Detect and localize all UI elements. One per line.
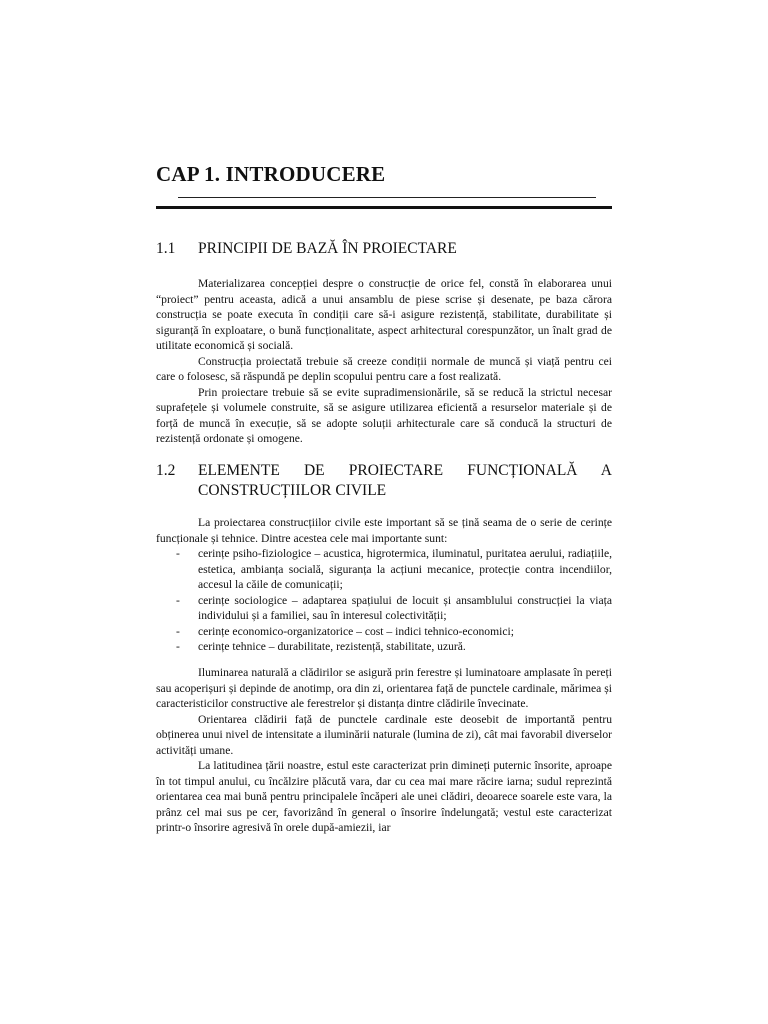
paragraph: Orientarea clădirii față de punctele cardinale este deosebit de importantă pentru obținerea unui nivel de intensitate a iluminării naturale (lumina de zi), cât mai favorabil diverselor activități umane. bbox=[156, 712, 612, 757]
paragraph: Prin proiectare trebuie să se evite supradimensionările, să se reducă la strictul necesar suprafețele și volumele construite, să se asigure utilizarea eficientă a resurselor materiale și de forță de muncă în execuție, să se adopte soluții arhitecturale care să conducă la structuri de rezistență ordonate și omogene. bbox=[156, 385, 612, 445]
paragraph: La proiectarea construcțiilor civile este important să se țină seama de o serie de cerințe funcționale și tehnice. Dintre acestea cele mai importante sunt: bbox=[156, 516, 612, 545]
list-item bbox=[156, 639, 612, 655]
chapter-title: CAP 1. INTRODUCERE bbox=[156, 162, 386, 186]
section-heading-1-2 bbox=[156, 461, 612, 481]
title-rule-thin bbox=[178, 197, 596, 198]
section-title-line-1: ELEMENTE DE PROIECTARE FUNCȚIONALĂ A bbox=[198, 462, 612, 479]
section-1-1-body bbox=[156, 276, 612, 447]
list-dash: - bbox=[176, 593, 180, 607]
list-dash: - bbox=[176, 640, 180, 653]
section-number: 1.2 bbox=[156, 462, 176, 479]
title-rule-thick bbox=[156, 206, 612, 209]
list-item bbox=[156, 546, 612, 593]
list-dash: - bbox=[176, 547, 180, 560]
paragraph: Materializarea concepției despre o construcție de orice fel, constă în elaborarea unui “proiect” pentru aceasta, adică a unui ansamblu de piese scrise și desenate, pe baza cărora construcția se poate executa în condiții care să-i asigure rezistență, stabilitate, durabilitate și siguranță în exploatare, o bună funcționalitate, aspect arhitectural corespunzător, un înalt grad de utilitate economică și socială. bbox=[156, 277, 612, 352]
list-item-text: cerințe tehnice – durabilitate, rezistență, stabilitate, uzură. bbox=[198, 640, 466, 653]
section-heading-1-1 bbox=[156, 239, 612, 259]
list-item-text: cerințe sociologice – adaptarea spațiului de locuit și ansamblului construcției la viața individului și a familiei, sau în interesul colectivității; bbox=[198, 593, 612, 622]
section-1-2-requirements bbox=[156, 515, 612, 655]
requirements-list bbox=[156, 546, 612, 655]
section-title-line-2: CONSTRUCȚIILOR CIVILE bbox=[198, 482, 387, 499]
list-item-text: cerințe psiho-fiziologice – acustica, higrotermica, iluminatul, puritatea aerului, radiațiile, estetica, ambianța socială, siguranța la acțiuni mecanice, protecție contra incendiilor, accesul la căile de comunicații; bbox=[198, 547, 612, 591]
paragraph: La latitudinea țării noastre, estul este caracterizat prin dimineți puternic însorite, aproape în tot timpul anului, cu încălzire plăcută vara, dar cu cea mai mare răcire iarna; sudul reprezintă orientarea cea mai bună pentru principalele încăperi ale unei clădiri, deoarece soarele este vara, la prânz cel mai sus pe cer, favorizând în general o însorire îndelungată; vestul este caracterizat printr-o însorire agresivă în orele după-amiezii, iar bbox=[156, 759, 612, 834]
list-item bbox=[156, 624, 612, 640]
list-dash: - bbox=[176, 624, 180, 638]
list-item bbox=[156, 593, 612, 624]
list-item-text: cerințe economico-organizatorice – cost – indici tehnico-economici; bbox=[198, 624, 514, 638]
section-1-2-body bbox=[156, 665, 612, 836]
section-title: PRINCIPII DE BAZĂ ÎN PROIECTARE bbox=[198, 240, 457, 257]
paragraph: Iluminarea naturală a clădirilor se asigură prin ferestre și luminatoare amplasate în pereți sau acoperișuri și depinde de anotimp, ora din zi, orientarea față de punctele cardinale, mărimea și caracteristicilor constructive ale ferestrelor și distanța dintre clădirile învecinate. bbox=[156, 666, 612, 710]
section-number: 1.1 bbox=[156, 240, 176, 257]
paragraph: Construcția proiectată trebuie să creeze condiții normale de muncă și viață pentru cei care o folosesc, să răspundă pe deplin scopului pentru care a fost realizată. bbox=[156, 354, 612, 383]
